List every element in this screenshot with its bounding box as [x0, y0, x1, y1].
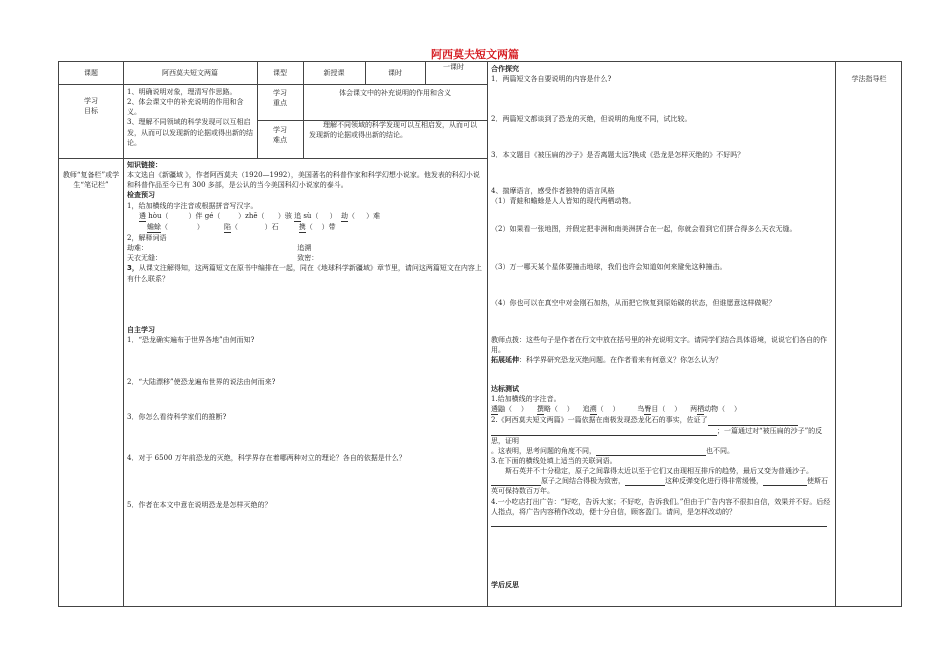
preview-q3-num: 3， — [127, 264, 139, 273]
teacher-tip — [491, 335, 831, 365]
word-xie: 携 — [299, 222, 306, 233]
tip-label: 教师点拨 — [491, 336, 519, 344]
reflect-heading: 学后反思 — [491, 581, 519, 589]
preview-q3-text: 从课文注解得知，这两篇短文在原书中编排在一起，同在《地球科学新疆域》章节里，请问这两篇短文在内容上有什么联系？ — [127, 264, 482, 283]
coop-q4 — [491, 186, 831, 206]
selfstudy — [127, 325, 483, 345]
page-title: 阿西莫夫短文两篇 — [431, 48, 519, 61]
preview-heading: 检查预习 — [127, 191, 155, 200]
knowledge-heading: 知识链接： — [127, 161, 162, 169]
term-zhimi: 致密： — [297, 254, 319, 263]
test-t1-words: 遴鼬（ ） 撰略（ ） 追溯（ ） 鸟臀目（ ） 两栖动物（ ） — [491, 404, 831, 415]
pinyin-su: sù（ — [303, 211, 319, 220]
objective-item: 2、体会课文中的补充说明的作用和含义。 — [127, 98, 244, 117]
difficulty-label-line1: 学习 — [273, 126, 287, 134]
t3-text-e: 使斯石英可保持数百万年。 — [491, 477, 828, 496]
coop-q2: 2．两篇短文都谈到了恐龙的灭绝，但说明的角度不同，试比较。 — [491, 115, 692, 123]
t1-word-liang: 两 — [690, 405, 698, 414]
word-zhui: 追 — [294, 211, 301, 222]
coop-heading: 合作探究 — [491, 65, 519, 73]
t1-word-lue: 略 — [543, 405, 551, 414]
t2-text-b: ；一篇通过对“被压扁的沙子”的反思，证明 — [491, 426, 823, 445]
t1-word-tun: 臀 — [644, 404, 651, 415]
objective-item: 1、明确说明对象，理清写作思路。 — [127, 88, 237, 96]
coop-q1: 1．两篇短文各自要说明的内容是什么? — [491, 75, 612, 84]
difficulty-label-line2: 难点 — [273, 136, 287, 145]
t2-blank-3[interactable] — [596, 448, 706, 456]
selfstudy-q3: 3．你怎么看待科学家们的推断? — [127, 413, 227, 421]
term-tianyiwufeng: 天衣无缝： — [127, 254, 162, 263]
coop-q4a: （1）青蛙和蟾蜍是人人皆知的现代两栖动物。 — [491, 197, 636, 206]
period-label: 课时 — [388, 69, 402, 77]
test-t4: 4.一小吃店打出广告：“好吃，告诉大家；不好吃，告诉我们。”但由于广告内容不很扣自信，效果并不好。后经人指点，将广告内容稍作改动，便十分自信，顾客盈门。请问，是怎样改动的？ — [491, 497, 831, 516]
t1-word-qi: 栖 — [697, 404, 704, 415]
period-value: 一课时 — [443, 63, 464, 71]
selfstudy-q5: 5．作者在本文中意在说明恐龙是怎样灭绝的？ — [127, 501, 272, 509]
test-t1: 1.给加横线的字注音。 — [491, 395, 561, 404]
word-dai: ）带 — [321, 222, 336, 231]
coop-q4-heading: 4、揣摩语言，感受作者独特的语言风格 — [491, 187, 615, 195]
objective-item: 3、理解不同领域的科学发现可以互相启发，从而可以发现新的论据或得出新的结论。 — [127, 118, 253, 147]
objectives-label — [59, 96, 123, 116]
knowledge-text: 本文选自《新疆域 》，作者阿西莫夫（1920—1992），美国著名的科普作家和科学幻想小说家。他发表的科幻小说和科普作品至今已有 300 多部，是公认的当今美国科幻小说家的泰斗。 — [127, 171, 480, 190]
t2-blank-1[interactable] — [708, 418, 798, 426]
test-section — [491, 384, 831, 527]
selfstudy-q1: 1．“恐龙确实遍布于世界各地”由何而知? — [127, 336, 255, 345]
preview-q1: 1，给加横线的字注音或根据拼音写汉字。 — [127, 201, 258, 210]
terms-row-2 — [127, 253, 483, 263]
focus-label-line2: 重点 — [273, 99, 287, 108]
word-nan: ）难 — [366, 211, 381, 220]
type-label: 课型 — [273, 69, 287, 77]
coop-q4b: （2）如果看一张地图，并假定把非洲和南美洲拼合在一起，你就会看到它们拼合得多么天衣无缝。 — [491, 225, 797, 233]
term-zhuisu: 追溯 — [297, 244, 312, 253]
coop-q4c: （3）万一哪天某个星体要撞击地球，我们也许会知道如何来避免这种撞击。 — [491, 263, 727, 271]
t2-text-c: 。这表明，思考问题的角度不同， — [491, 446, 596, 455]
right-content — [491, 64, 831, 84]
t3-text-c: 原子之间结合得极为致密， — [541, 477, 625, 486]
terms-row-1 — [127, 243, 483, 253]
t2-text-a: 2.《阿西莫夫短文两篇》一篇依据在南极发现恐龙化石的事实，佐证了 — [491, 416, 708, 425]
pinyin-zhe: ）zhē（ — [238, 211, 265, 220]
focus-label — [257, 88, 303, 108]
t2-blank-2[interactable] — [491, 428, 717, 436]
t4-blank[interactable] — [491, 519, 827, 527]
t1-word-zhui: 追 — [582, 405, 590, 414]
pinyin-row-1: 遴 hòu（ ）伴 gé（ ）zhē（ ）骇 追 sù（ ） 劫（ ）难 — [127, 211, 483, 222]
test-t4-answer — [491, 517, 831, 527]
focus-label-line1: 学习 — [273, 89, 287, 97]
term-jienan: 劫难： — [127, 244, 148, 253]
t3-text-b: 斯石英并不十分稳定，原子之间靠得太近以至于它们又由现相互排斥的趋势，最后又变为普通沙子。 — [505, 467, 813, 476]
t1-word-dongwu: 动物 — [704, 405, 719, 414]
objectives-label-line1: 学习 — [84, 97, 98, 105]
t3-text-d: 这种反弹变化进行得非常缓慢， — [665, 477, 763, 486]
worksheet-table — [58, 61, 902, 607]
type-value: 新授课 — [323, 69, 345, 77]
selfstudy-q2: 2．“大陆漂移”使恐龙遍布世界的说法由何而来? — [127, 378, 276, 386]
objectives-list — [127, 87, 253, 148]
objectives-label-line2: 目标 — [84, 107, 98, 116]
left-content — [127, 160, 483, 284]
preview-q2: 2，解释词语 — [127, 233, 167, 242]
ext-text: ：科学界研究恐龙灭绝问题。在作者看来有何意义？你怎么认为？ — [519, 356, 722, 365]
t1-word-lin: 遴 — [491, 404, 498, 415]
preview-q3 — [127, 263, 483, 283]
test-t2b — [491, 426, 831, 446]
test-t2 — [491, 415, 831, 425]
t3-blank-3[interactable] — [763, 478, 807, 486]
focus-text: 体会课文中的补充说明的作用和含义 — [339, 89, 451, 97]
t3-blank-1[interactable] — [491, 478, 541, 486]
word-lin: 遴 — [139, 211, 146, 222]
t3-blank-2[interactable] — [625, 478, 665, 486]
t1-word-niao: 鸟 — [637, 405, 645, 414]
difficulty-text: 理解不同领域的科学发现可以互相启发，从而可以发现新的论据或得出新的结论。 — [309, 121, 477, 140]
pinyin-ge: ）伴 gé（ — [188, 211, 221, 220]
test-heading: 达标测试 — [491, 385, 519, 393]
test-t3: 3.在下面的横线处填上适当的关联词语。 — [491, 456, 617, 465]
difficulty-label — [257, 125, 303, 145]
topic-value: 阿西莫夫短文两篇 — [162, 69, 218, 77]
test-t2c — [491, 446, 831, 456]
ext-label: 拓展延伸 — [491, 356, 519, 365]
word-xian: 陷 — [224, 222, 231, 233]
t1-word-su: 溯 — [590, 404, 597, 415]
coop-q4d: （4）你也可以在真空中对金刚石加热，从而把它恢复到原始碳的状态，但谁愿意这样做呢？ — [491, 299, 776, 307]
selfstudy-q4: 4．对于 6500 万年前恐龙的灭绝，科学界存在着哪两种对立的理论？各自的依据是什么？ — [127, 454, 406, 462]
topic-label: 课题 — [84, 69, 98, 77]
t1-word-zhuan: 撰 — [537, 404, 544, 415]
word-shi: ）石 — [264, 222, 279, 231]
t1-word-mu: 目 — [651, 405, 659, 414]
t1-word-you: 鼬 — [498, 405, 505, 414]
pinyin-row-2: 蟾蜍（ ） 陷（ ）石 携（ ）带 — [127, 222, 483, 233]
tip-text: ：这些句子是作者在行文中放在括号里的补充说明文字。请同学们结合具体语境，说说它们各自的作用。 — [491, 336, 827, 355]
selfstudy-heading: 自主学习 — [127, 326, 155, 334]
word-hai: ）骇 — [277, 211, 292, 220]
t2-text-d: 也不同。 — [706, 446, 734, 455]
test-t3-body — [491, 466, 831, 496]
word-jie: 劫 — [341, 211, 348, 222]
pinyin-hou: hòu — [148, 211, 162, 220]
sidenote: 教师“复备栏”或学生“笔记栏” — [62, 171, 120, 190]
guide-label: 学法指导栏 — [851, 75, 887, 83]
word-chanchu: 蟾蜍 — [147, 222, 161, 233]
coop-q3: 3．本文题目《被压扁的沙子》是否离题太远?换成《恐龙是怎样灭绝的》不好吗？ — [491, 151, 745, 159]
